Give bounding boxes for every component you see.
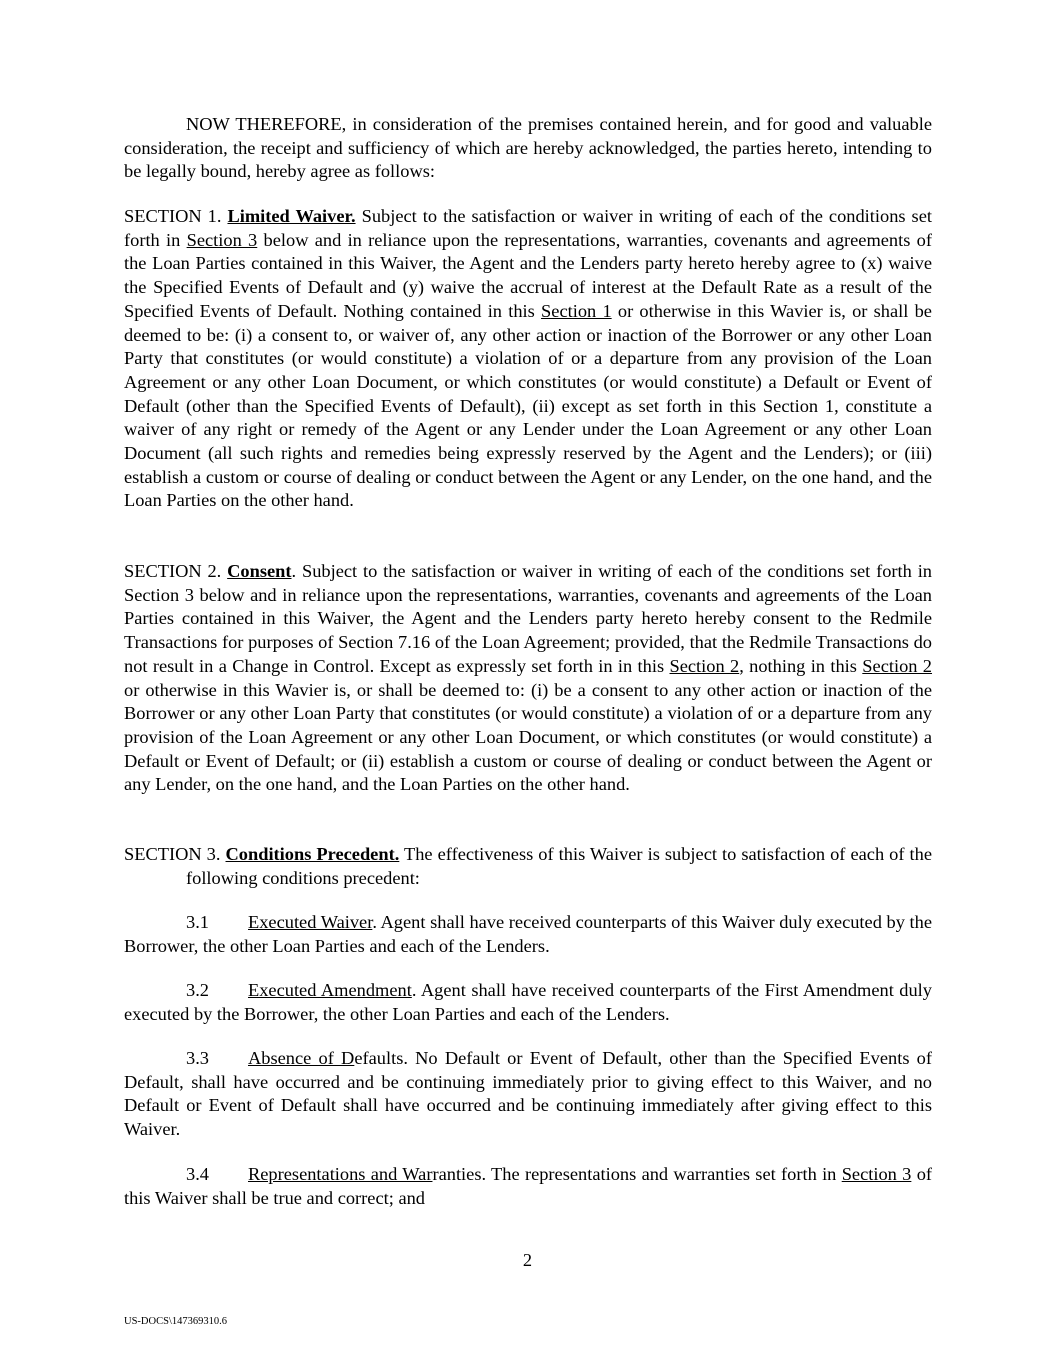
- subsection-number: 3.2: [186, 980, 209, 1000]
- subsection-text: . Agent shall have received counterparts of this Waiver duly executed by the Borrower, the other Loan Parties and each of the Lenders.: [124, 912, 932, 956]
- subsection-text: . Agent shall have received counterparts of the First Amendment duly executed by the Borrower, the other Loan Parties and each of the Lenders.: [124, 980, 932, 1024]
- subsection-3-3: [124, 1047, 932, 1142]
- subsection-number: 3.3: [186, 1048, 209, 1068]
- section-2-heading: Consent: [227, 561, 292, 581]
- section-2-text-1: . Subject to the satisfaction or waiver in writing of each of the conditions set forth in Section 3 below and in reliance upon the representations, warranties, covenants and agreements of the Loan Parties contained in this Waiver, the Agent and the Lenders party hereto hereby consent to the Redmile Transactions for purposes of Section 7.16 of the Loan Agreement; provided, that the Redmile Transactions do not result in a Change in Control. Except as expressly set forth in in this: [124, 561, 932, 676]
- section-2-ref-section-2b: Section 2: [862, 655, 933, 676]
- subsection-title: Executed Amendment: [248, 980, 412, 1000]
- section-1-label: SECTION 1.: [124, 206, 222, 226]
- subsection-3-2: [124, 979, 932, 1026]
- section-2-text-2: , nothing in this: [739, 655, 857, 676]
- section-1-ref-section-3: Section 3: [186, 229, 258, 250]
- section-1-ref-section-1: Section 1: [541, 300, 612, 321]
- page-number: 2: [522, 1250, 533, 1270]
- section-3-paragraph: [124, 843, 932, 890]
- subsection-text: ranties. The representations and warranties set forth in: [432, 1164, 837, 1184]
- section-1-paragraph: [124, 205, 932, 513]
- subsection-text: efaults. No Default or Event of Default, other than the Specified Events of Default, shall have occurred and be continuing immediately prior to giving effect to this Waiver, and no Default or Event of Default shall have occurred and be continuing immediately after giving effect to this Waiver.: [124, 1048, 932, 1140]
- section-1-text-3: or otherwise in this Wavier is, or shall be deemed to be: (i) a consent to, or waiver of, any other action or inaction of the Borrower or any other Loan Party that constitutes (or would constitute) a violation of or a departure from any provision of the Loan Agreement or any other Loan Document, or which constitutes (or would constitute) a Default or Event of Default (other than the Specified Events of Default), (ii) except as set forth in this Section 1, constitute a waiver of any right or remedy of the Agent or any Lender under the Loan Agreement or any other Loan Document (all such rights and remedies being expressly reserved by the Agent and the Lenders); or (iii) establish a custom or course of dealing or conduct between the Agent or any Lender, on the one hand, and the Loan Parties on the other hand.: [124, 300, 932, 511]
- section-2-text-3: or otherwise in this Wavier is, or shall be deemed to: (i) be a consent to any other action or inaction of the Borrower or any other Loan Party that constitutes (or would constitute) a violation of or a departure from any provision of the Loan Agreement or any other Loan Document, or which constitutes (or would constitute) a Default or Event of Default; or (ii) establish a custom or course of dealing or conduct between the Agent or any Lender, on the one hand, and the Loan Parties on the other hand.: [124, 679, 932, 795]
- section-1-text-2: below and in reliance upon the representations, warranties, covenants and agreements of the Loan Parties contained in this Waiver, the Agent and the Lenders party hereto hereby agree to (x) waive the Specified Events of Default and (y) waive the accrual of interest at the Default Rate as a result of the Specified Events of Default. Nothing contained in this: [124, 229, 932, 321]
- section-3-label: SECTION 3.: [124, 844, 221, 864]
- subsection-3-4: [124, 1163, 932, 1210]
- section-2-label: SECTION 2.: [124, 561, 222, 581]
- subsection-ref-section-3: Section 3: [841, 1164, 912, 1184]
- intro-text: NOW THEREFORE, in consideration of the premises contained herein, and for good and valuable consideration, the receipt and sufficiency of which are hereby acknowledged, the parties hereto, intending to be legally bound, hereby agree as follows:: [124, 114, 932, 182]
- subsection-title: Executed Waiver: [248, 912, 373, 932]
- subsection-number: 3.1: [186, 912, 209, 932]
- section-1-heading: Limited Waiver.: [227, 206, 356, 226]
- intro-paragraph: [124, 113, 932, 184]
- section-2-paragraph: [124, 560, 932, 797]
- document-id: US-DOCS\147369310.6: [124, 1316, 227, 1327]
- subsection-3-1: [124, 911, 932, 958]
- subsection-number: 3.4: [186, 1164, 209, 1184]
- section-3-heading: Conditions Precedent.: [225, 844, 400, 864]
- subsection-text-2: of this Waiver shall be true and correct; and: [124, 1164, 933, 1208]
- subsection-title: Representations and War: [248, 1164, 433, 1184]
- section-1-text-1: Subject to the satisfaction or waiver in writing of each of the conditions set forth in: [124, 206, 932, 250]
- subsection-title: Absence of D: [248, 1048, 355, 1068]
- section-3-text: The effectiveness of this Waiver is subject to satisfaction of each of the following conditions precedent:: [186, 844, 932, 888]
- section-2-ref-section-2a: Section 2: [669, 655, 740, 676]
